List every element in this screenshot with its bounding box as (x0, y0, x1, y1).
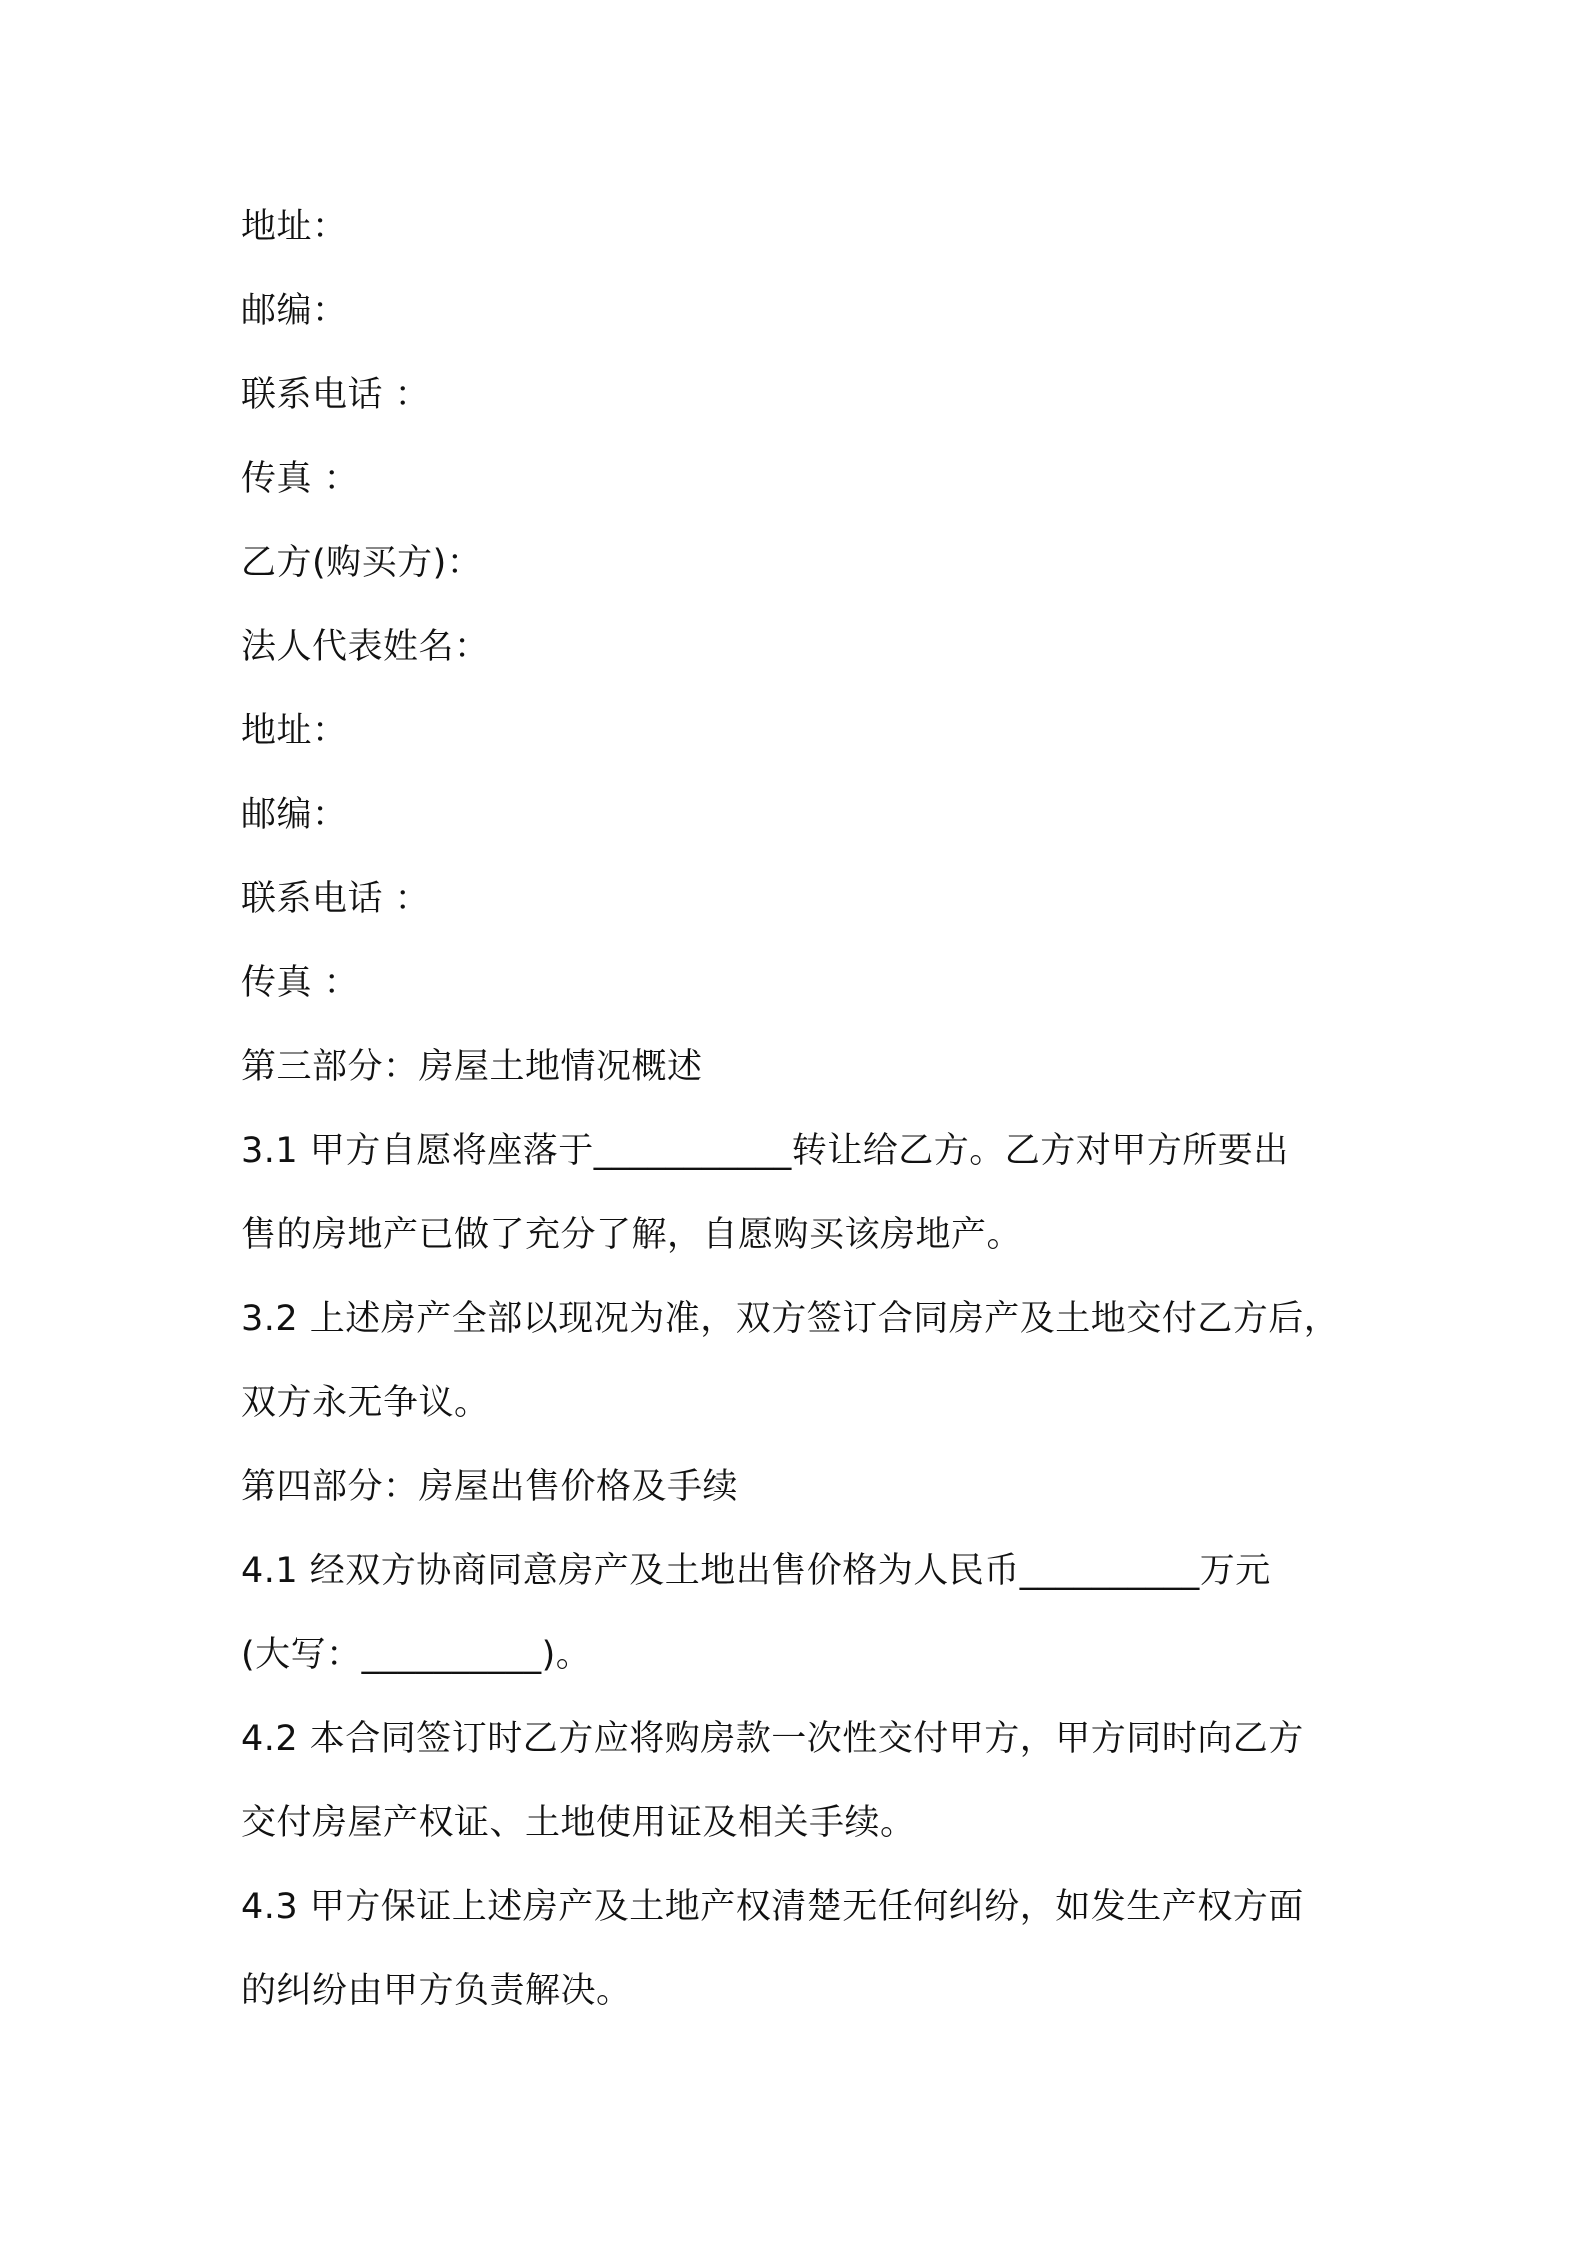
party-a-postcode-label: 邮编： (241, 291, 348, 331)
party-b-address-label: 地址： (241, 711, 348, 751)
clause-4-1-line-2: (大写：__________)。 (241, 1635, 592, 1675)
party-a-fax-label: 传真 ： (241, 459, 360, 499)
clause-3-2-line-2: 双方永无争议。 (241, 1383, 490, 1423)
clause-4-2-line-1: 4.2 本合同签订时乙方应将购房款一次性交付甲方，甲方同时向乙方 (241, 1719, 1304, 1759)
party-b-fax-label: 传真 ： (241, 963, 360, 1003)
section-4-heading: 第四部分：房屋出售价格及手续 (241, 1467, 739, 1507)
party-b-representative-label: 法人代表姓名： (241, 627, 490, 667)
clause-4-2-line-2: 交付房屋产权证、土地使用证及相关手续。 (241, 1803, 916, 1843)
clause-3-1-line-1: 3.1 甲方自愿将座落于___________转让给乙方。乙方对甲方所要出 (241, 1131, 1289, 1171)
clause-3-1-line-2: 售的房地产已做了充分了解，自愿购买该房地产。 (241, 1215, 1023, 1255)
party-a-address-label: 地址： (241, 207, 348, 247)
section-3-heading: 第三部分：房屋土地情况概述 (241, 1047, 703, 1087)
clause-4-3-line-2: 的纠纷由甲方负责解决。 (241, 1971, 632, 2011)
party-a-phone-label: 联系电话 ： (241, 375, 431, 415)
clause-3-2-line-1: 3.2 上述房产全部以现况为准，双方签订合同房产及土地交付乙方后， (241, 1299, 1340, 1339)
party-b-postcode-label: 邮编： (241, 795, 348, 835)
clause-4-1-line-1: 4.1 经双方协商同意房产及土地出售价格为人民币__________万元 (241, 1551, 1271, 1591)
clause-4-3-line-1: 4.3 甲方保证上述房产及土地产权清楚无任何纠纷，如发生产权方面 (241, 1887, 1304, 1927)
party-b-phone-label: 联系电话 ： (241, 879, 431, 919)
party-b-label: 乙方(购买方)： (241, 543, 483, 583)
